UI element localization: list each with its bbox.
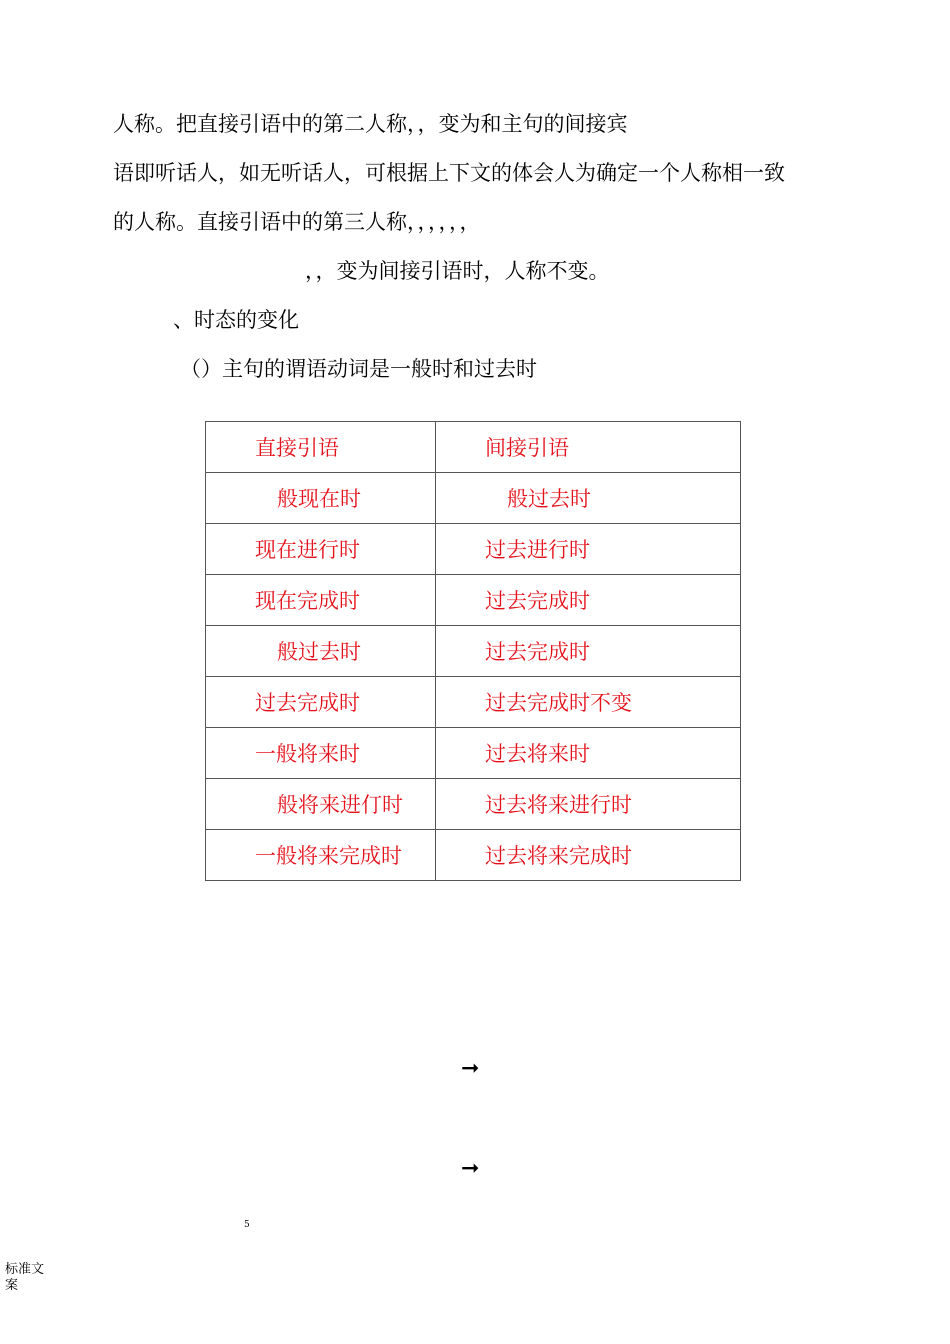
table-row bbox=[206, 779, 741, 830]
indirect-tense-cell: 过去完成时 bbox=[436, 626, 741, 677]
indirect-tense-cell: 过去将来完成时 bbox=[436, 830, 741, 881]
direct-tense-cell: 过去完成时 bbox=[206, 677, 436, 728]
right-arrow-icon: ➞ bbox=[461, 1156, 480, 1181]
indirect-tense-cell: 过去完成时 bbox=[436, 575, 741, 626]
section-heading: 、时态的变化 bbox=[173, 308, 299, 332]
direct-tense-cell: 一般将来时 bbox=[206, 728, 436, 779]
table-row bbox=[206, 575, 741, 626]
direct-tense-cell: 般将来进仃时 bbox=[206, 779, 436, 830]
indirect-tense-cell: 般过去时 bbox=[436, 473, 741, 524]
table-row bbox=[206, 626, 741, 677]
paragraph-line-3: 的人称。直接引语中的第三人称，，，，，， bbox=[113, 210, 481, 234]
table-row bbox=[206, 524, 741, 575]
indirect-tense-cell: 过去将来时 bbox=[436, 728, 741, 779]
table-row bbox=[206, 677, 741, 728]
header-indirect-speech: 间接引语 bbox=[436, 422, 741, 473]
table-row bbox=[206, 473, 741, 524]
table-row bbox=[206, 728, 741, 779]
paragraph-line-2: 语即听话人，如无听话人，可根据上下文的体会人为确定一个人称相一致 bbox=[113, 161, 785, 185]
direct-tense-cell: 般现在时 bbox=[206, 473, 436, 524]
direct-tense-cell: 一般将来完成时 bbox=[206, 830, 436, 881]
direct-tense-cell: 般过去时 bbox=[206, 626, 436, 677]
indirect-tense-cell: 过去进行时 bbox=[436, 524, 741, 575]
footer-text: 标准文案 bbox=[5, 1262, 45, 1293]
table-row bbox=[206, 830, 741, 881]
indirect-tense-cell: 过去完成时不变 bbox=[436, 677, 741, 728]
tense-change-table bbox=[205, 421, 741, 881]
paragraph-line-4: ，，变为间接引语时，人称不变。 bbox=[305, 259, 610, 283]
table-header-row bbox=[206, 422, 741, 473]
header-direct-speech: 直接引语 bbox=[206, 422, 436, 473]
right-arrow-icon: ➞ bbox=[461, 1056, 480, 1081]
direct-tense-cell: 现在完成时 bbox=[206, 575, 436, 626]
subsection-heading: （）主句的谓语动词是一般时和过去时 bbox=[180, 357, 537, 381]
indirect-tense-cell: 过去将来进行时 bbox=[436, 779, 741, 830]
direct-tense-cell: 现在进行时 bbox=[206, 524, 436, 575]
page-number: 5 bbox=[244, 1220, 250, 1230]
paragraph-line-1: 人称。把直接引语中的第二人称，，变为和主句的间接宾 bbox=[113, 112, 628, 136]
